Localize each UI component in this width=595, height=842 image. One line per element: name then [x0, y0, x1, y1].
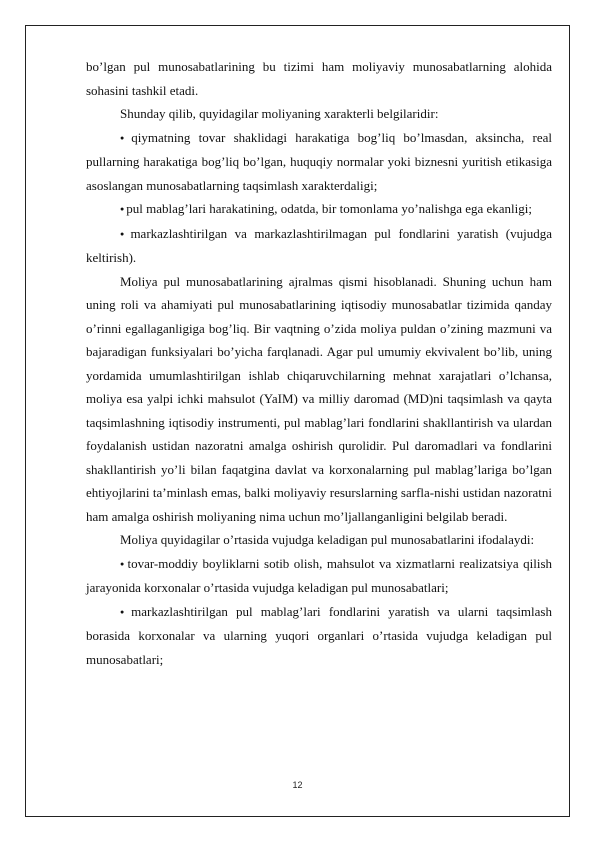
bullet-item: ● markazlashtirilgan va markazlashtirilmagan pul fondlarini yaratish (vujudga keltirish). [86, 222, 552, 270]
bullet-item: ● markazlashtirilgan pul mablag’lari fondlarini yaratish va ularni taqsimlash borasida korxonalar va ularning yuqori organlari o’rtasida vujudga keladigan pul munosabatlari; [86, 600, 552, 672]
bullet-item: ● qiymatning tovar shaklidagi harakatiga bog’liq bo’lmasdan, aksincha, real pullarning harakatiga bog’liq bo’lgan, huquqiy normalar yoki biznesni yuritish etikasiga asoslangan munosabatlarning taqsimlash xarakterdaligi; [86, 126, 552, 198]
paragraph-body: Moliya pul munosabatlarining ajralmas qismi hisoblanadi. Shuning uchun ham uning roli va ahamiyati pul munosabatlarining iqtisodiy munosabatlar tizimida qanday o’rinni egallaganligiga bog’liq. Bir vaqtning o’zida moliya puldan o’zining mazmuni va bajaradigan funksiyalari bo’yicha farqlanadi. Agar pul umumiy ekvivalent bo’lib, uning yordamida umumlashtirilgan ishlab chiqaruvchilarning mehnat xarajatlari o’lchansa, moliya esa yalpi ichki mahsulot (YaIM) va milliy daromad (MD)ni taqsimlash va qayta taqsimlashning iqtisodiy instrumenti, pul mablag’lari fondlarini shakllantirish va ulardan foydalanish ustidan nazoratni amalga oshirish qurolidir. Pul daromadlari va fondlarini shakllantirish yo’li bilan faqatgina davlat va korxonalarning pul mablag’lariga bo’lgan ehtiyojlarini ta’minlash emas, balki moliyaviy resurslarning sarfla-nishi ustidan nazoratni ham amalga oshirish moliyaning nima uchun mo’ljallanganligini belgilab beradi. [86, 273, 552, 524]
paragraph-intro: Shunday qilib, quyidagilar moliyaning xarakterli belgilaridir: [120, 106, 439, 121]
paragraph-intro: Moliya quyidagilar o’rtasida vujudga keladigan pul munosabatlarini ifodalaydi: [120, 532, 535, 547]
page-content [86, 55, 552, 671]
bullet-item: ● pul mablag’lari harakatining, odatda, bir tomonlama yo’nalishga ega ekanligi; [86, 197, 552, 222]
paragraph-continuation: bo’lgan pul munosabatlarining bu tizimi ham moliyaviy munosabatlarning alohida sohasini tashkil etadi. [86, 59, 552, 98]
bullet-item: ● tovar-moddiy boyliklarni sotib olish, mahsulot va xizmatlarni realizatsiya qilish jarayonida korxonalar o’rtasida vujudga keladigan pul munosabatlari; [86, 552, 552, 600]
page-number: 12 [292, 780, 303, 790]
